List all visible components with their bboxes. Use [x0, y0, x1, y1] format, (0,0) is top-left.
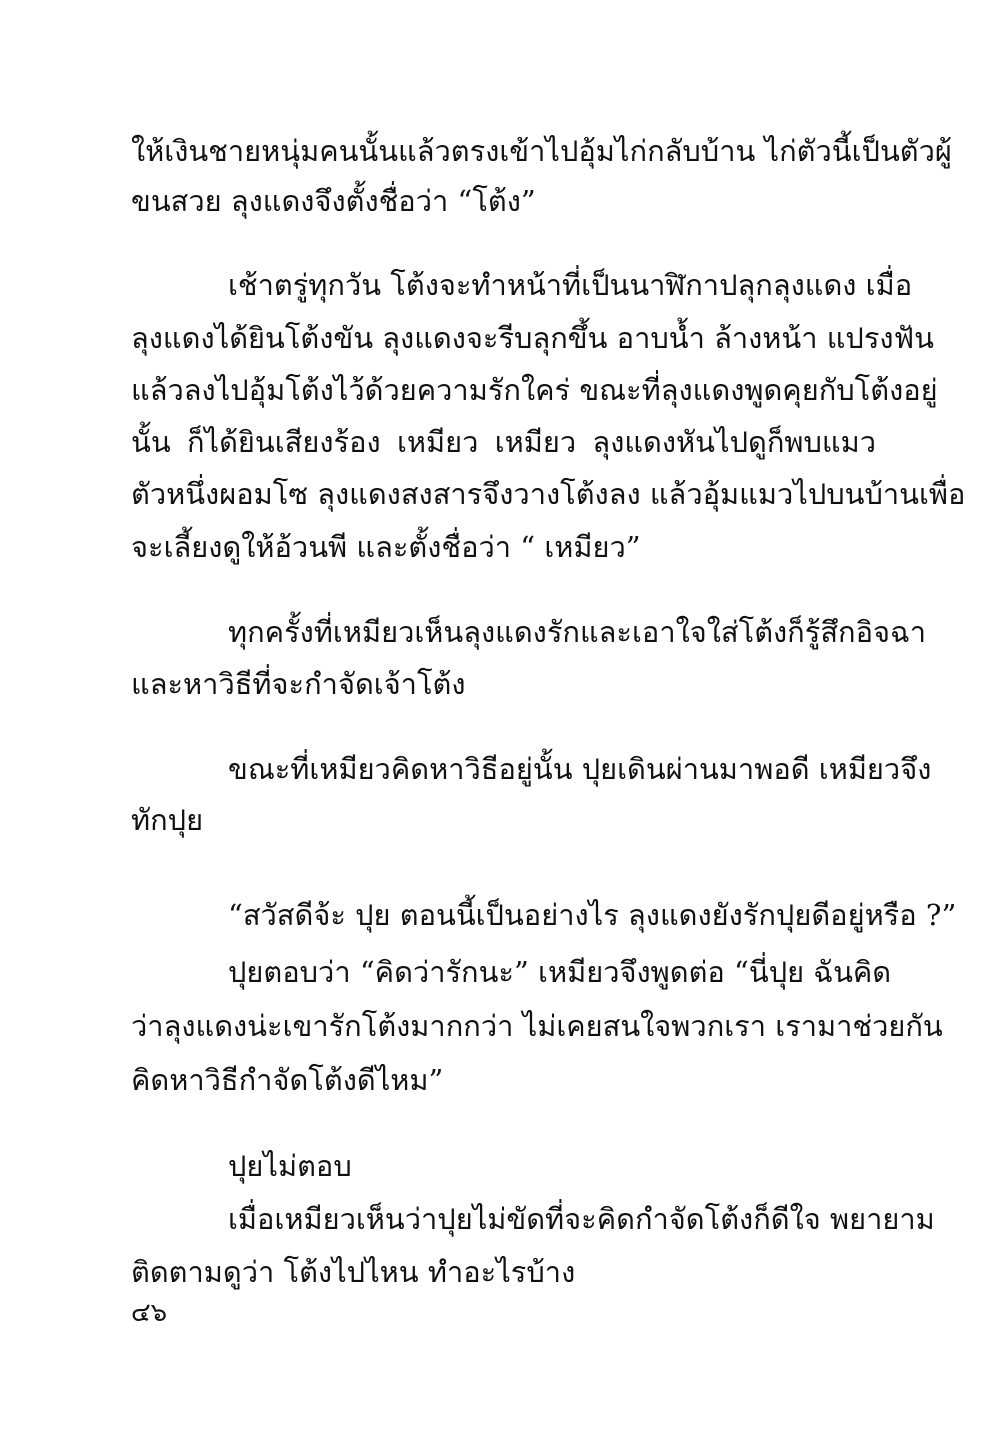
text-line-15: ว่าลุงแดงน่ะเขารักโต้งมากกว่า ไม่เคยสนใจพวกเรา เรามาช่วยกัน	[131, 1009, 943, 1043]
text-line-4: ลุงแดงได้ยินโต้งขัน ลุงแดงจะรีบลุกขึ้น อาบน้ำ ล้างหน้า แปรงฟัน	[131, 321, 934, 355]
text-line-11: ขณะที่เหมียวคิดหาวิธีอยู่นั้น ปุยเดินผ่านมาพอดี เหมียวจึง	[228, 752, 932, 786]
text-line-10: และหาวิธีที่จะกำจัดเจ้าโต้ง	[131, 667, 466, 701]
text-line-2: ขนสวย ลุงแดงจึงตั้งชื่อว่า “โต้ง”	[131, 184, 536, 218]
text-line-9: ทุกครั้งที่เหมียวเห็นลุงแดงรักและเอาใจใส่โต้งก็รู้สึกอิจฉา	[228, 615, 927, 649]
text-line-7: ตัวหนึ่งผอมโซ ลุงแดงสงสารจึงวางโต้งลง แล้วอุ้มแมวไปบนบ้านเพื่อ	[131, 477, 966, 511]
text-line-5: แล้วลงไปอุ้มโต้งไว้ด้วยความรักใคร่ ขณะที่ลุงแดงพูดคุยกับโต้งอยู่	[131, 373, 938, 407]
text-line-18: เมื่อเหมียวเห็นว่าปุยไม่ขัดที่จะคิดกำจัดโต้งก็ดีใจ พยายาม	[228, 1202, 935, 1236]
text-line-8: จะเลี้ยงดูให้อ้วนพี และตั้งชื่อว่า “ เหมียว”	[131, 530, 641, 564]
text-line-13: “สวัสดีจ้ะ ปุย ตอนนี้เป็นอย่างไร ลุงแดงยังรักปุยดีอยู่หรือ ?”	[228, 898, 957, 932]
text-line-12: ทักปุย	[131, 803, 204, 837]
text-line-14: ปุยตอบว่า “คิดว่ารักนะ” เหมียวจึงพูดต่อ “นี่ปุย ฉันคิด	[228, 955, 892, 989]
text-line-16: คิดหาวิธีกำจัดโต้งดีไหม”	[131, 1063, 444, 1097]
text-line-19: ติดตามดูว่า โต้งไปไหน ทำอะไรบ้าง	[131, 1255, 576, 1289]
text-line-3: เช้าตรู่ทุกวัน โต้งจะทำหน้าที่เป็นนาฬิกาปลุกลุงแดง เมื่อ	[228, 268, 913, 302]
page-number: ๔๖	[131, 1298, 168, 1328]
text-line-1: ให้เงินชายหนุ่มคนนั้นแล้วตรงเข้าไปอุ้มไก่กลับบ้าน ไก่ตัวนี้เป็นตัวผู้	[131, 134, 952, 168]
text-line-6: นั้น ก็ได้ยินเสียงร้อง เหมียว เหมียว ลุงแดงหันไปดูก็พบแมว	[131, 425, 876, 459]
text-line-17: ปุยไม่ตอบ	[228, 1149, 352, 1183]
